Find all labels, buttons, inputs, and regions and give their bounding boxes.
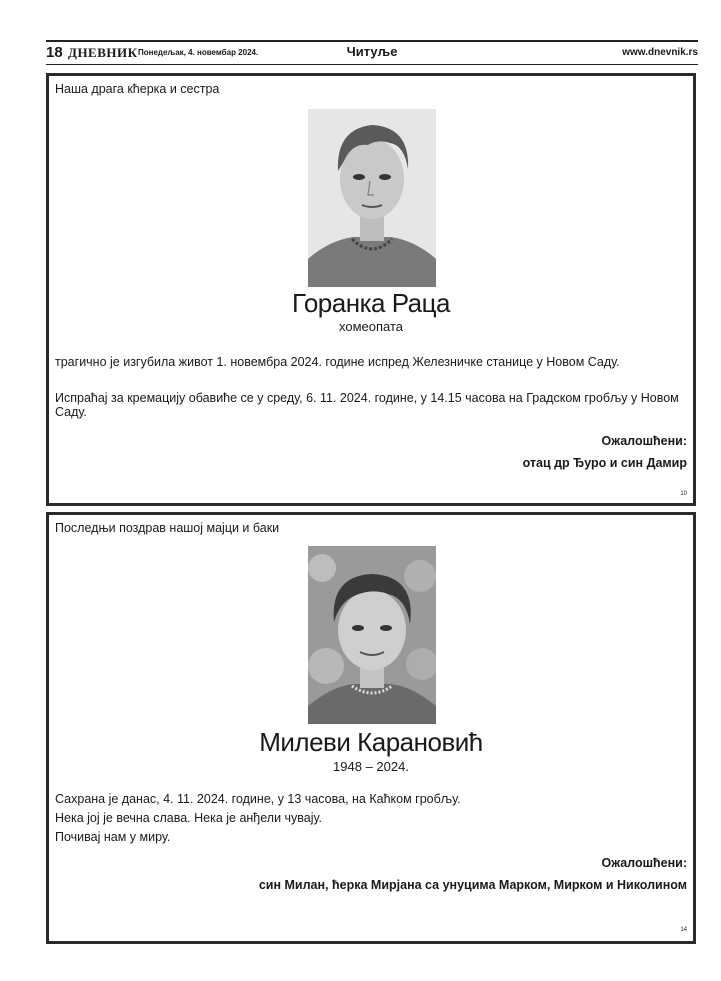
notice-intro: Последњи поздрав нашој мајци и баки bbox=[55, 521, 280, 535]
masthead-logo: ДНЕВНИК bbox=[68, 45, 138, 60]
notice-text-line: Сахрана је данас, 4. 11. 2024. године, у 13 часова, на Каћком гробљу. bbox=[55, 792, 461, 806]
mourners-label: Ожалошћени: bbox=[601, 434, 687, 448]
notice-text-line: Испраћај за кремацију обавиће се у среду, 6. 11. 2024. године, у 14.15 часова на Градском гробљу у Новом Саду. bbox=[55, 391, 679, 419]
portrait-photo bbox=[308, 109, 436, 287]
mourners-list: отац др Ђуро и син Дамир bbox=[522, 456, 687, 470]
page-header bbox=[46, 40, 698, 65]
deceased-name: Милеви Карановић bbox=[259, 727, 483, 757]
section-title: Читуље bbox=[346, 44, 398, 59]
ad-code: 14 bbox=[680, 927, 687, 933]
notice-text-line: Нека јој је вечна слава. Нека је анђели чувају. bbox=[55, 811, 323, 825]
portrait-young-woman-image bbox=[308, 109, 436, 287]
ad-code: 10 bbox=[680, 491, 687, 497]
obituary-notice bbox=[46, 512, 696, 944]
mourners-label: Ожалошћени: bbox=[601, 856, 687, 870]
portrait-photo bbox=[308, 546, 436, 724]
deceased-name: Горанка Раца bbox=[292, 288, 450, 318]
portrait-older-woman-image bbox=[308, 546, 436, 724]
notice-intro: Наша драга кћерка и сестра bbox=[55, 82, 220, 96]
notice-text-line: Почивај нам у миру. bbox=[55, 830, 171, 844]
obituary-notice bbox=[46, 73, 696, 506]
mourners-list: син Милан, ћерка Мирјана са унуцима Марком, Мирком и Николином bbox=[258, 878, 687, 892]
notice-text-line: трагично је изгубила живот 1. новембра 2024. године испред Железничке станице у Новом Саду. bbox=[55, 355, 620, 369]
deceased-profession: хомеопата bbox=[338, 319, 403, 334]
issue-date: Понедељак, 4. новембар 2024. bbox=[138, 48, 259, 57]
website-link[interactable]: www.dnevnik.rs bbox=[622, 47, 698, 58]
page-number: 18 bbox=[46, 44, 63, 61]
life-dates: 1948 – 2024. bbox=[333, 759, 409, 774]
